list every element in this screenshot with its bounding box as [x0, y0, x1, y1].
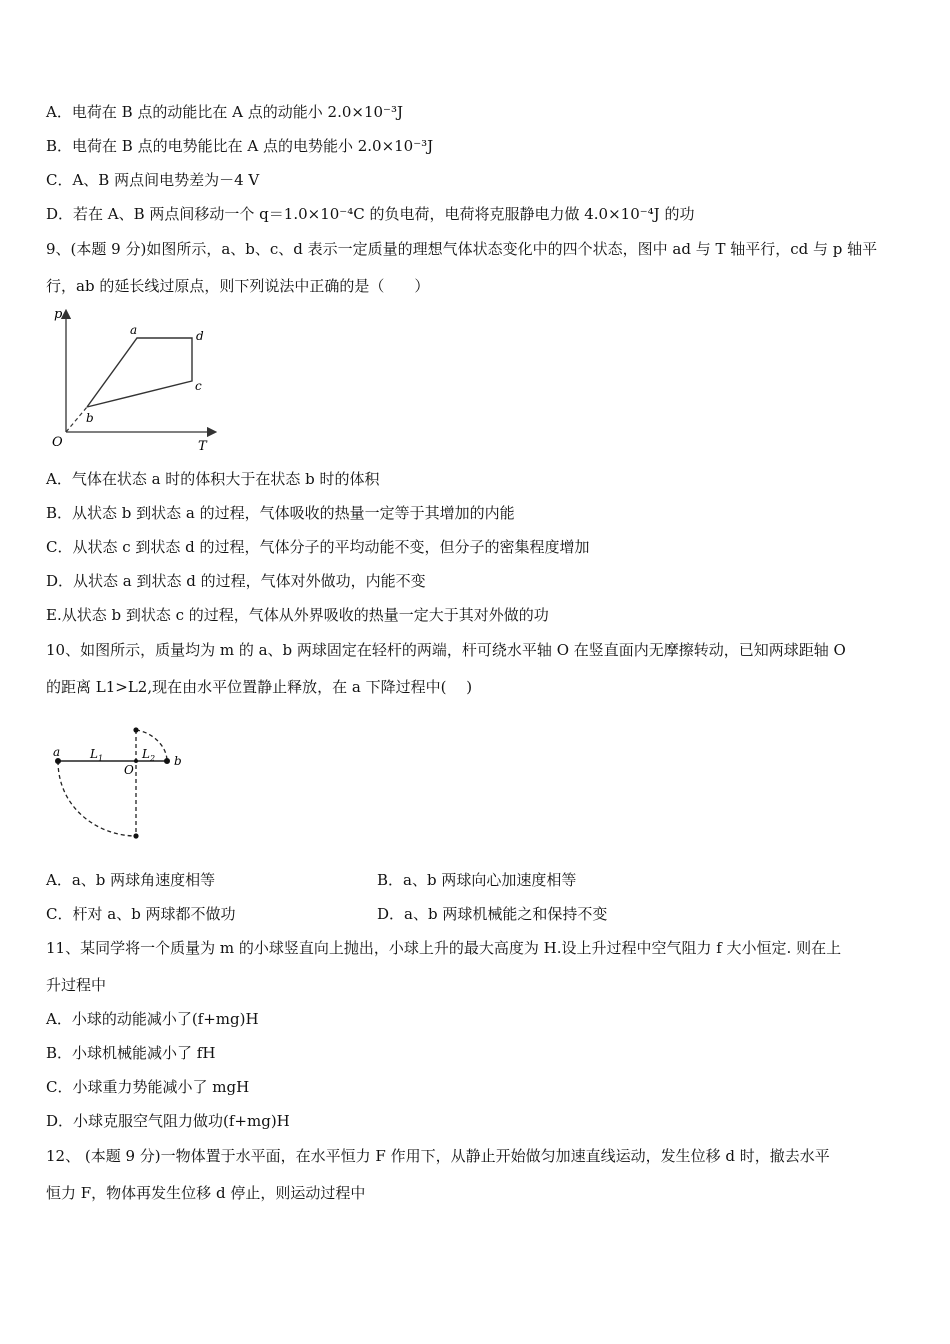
- q11-stem-line1: 11、某同学将一个质量为 m 的小球竖直向上抛出，小球上升的最大高度为 H.设上升过程中空气阻力 f 大小恒定. 则在上: [46, 939, 842, 957]
- q11-option-d: D．小球克服空气阻力做功(f+mg)H: [46, 1112, 290, 1130]
- q10-option-c: C．杆对 a、b 两球都不做功: [46, 905, 236, 923]
- label-a: a: [130, 323, 138, 337]
- label-b: b: [174, 754, 182, 768]
- label-c: c: [195, 379, 202, 393]
- q10-option-d: D．a、b 两球机械能之和保持不变: [377, 905, 608, 923]
- label-a: a: [53, 745, 61, 759]
- ball-b-top-position: [133, 727, 138, 732]
- label-b: b: [86, 411, 94, 425]
- label-d: d: [196, 329, 204, 343]
- q9-option-b: B．从状态 b 到状态 a 的过程，气体吸收的热量一定等于其增加的内能: [46, 504, 515, 522]
- q11-option-c: C．小球重力势能减小了 mgH: [46, 1078, 250, 1096]
- q10-option-a: A．a、b 两球角速度相等: [46, 871, 216, 889]
- ab-extension-line: [66, 407, 87, 432]
- q11-option-b: B．小球机械能减小了 fH: [46, 1044, 216, 1062]
- label-l1: $L_1$: [90, 747, 104, 763]
- q8-option-d: D．若在 A、B 两点间移动一个 q＝1.0×10⁻⁴C 的负电荷，电荷将克服静电力做 4.0×10⁻⁴J 的功: [46, 205, 695, 223]
- q10-option-b: B．a、b 两球向心加速度相等: [377, 871, 577, 889]
- ball-b: [164, 758, 170, 764]
- q8-option-a: A．电荷在 B 点的动能比在 A 点的动能小 2.0×10⁻³J: [46, 103, 403, 121]
- label-o: O: [124, 763, 134, 777]
- q9-option-a: A．气体在状态 a 时的体积大于在状态 b 时的体积: [46, 470, 380, 488]
- q9-stem-line2: 行，ab 的延长线过原点，则下列说法中正确的是（ ）: [46, 277, 430, 295]
- label-t: T: [198, 439, 207, 454]
- q10-stem-line2: 的距离 L1>L2,现在由水平位置静止释放，在 a 下降过程中( ): [46, 678, 473, 696]
- q8-option-b: B．电荷在 B 点的电势能比在 A 点的电势能小 2.0×10⁻³J: [46, 137, 434, 155]
- q12-stem-line2: 恒力 F，物体再发生位移 d 停止，则运动过程中: [46, 1184, 366, 1202]
- q10-stem-line1: 10、如图所示，质量均为 m 的 a、b 两球固定在轻杆的两端，杆可绕水平轴 O 在竖直面内无摩擦转动，已知两球距轴 O: [46, 641, 846, 659]
- q9-option-c: C．从状态 c 到状态 d 的过程，气体分子的平均动能不变，但分子的密集程度增加: [46, 538, 590, 556]
- q10-rod-diagram: [48, 718, 198, 848]
- q9-option-e: E.从状态 b 到状态 c 的过程，气体从外界吸收的热量一定大于其对外做的功: [46, 606, 549, 624]
- q9-pt-diagram: [44, 304, 224, 454]
- q11-option-a: A．小球的动能减小了(f+mg)H: [46, 1010, 259, 1028]
- label-l2: $L_2$: [142, 747, 156, 763]
- q8-option-c: C．A、B 两点间电势差为－4 V: [46, 171, 260, 189]
- q9-option-d: D．从状态 a 到状态 d 的过程，气体对外做功，内能不变: [46, 572, 426, 590]
- q12-stem-line1: 12、 (本题 9 分)一物体置于水平面，在水平恒力 F 作用下，从静止开始做匀加速直线运动，发生位移 d 时，撤去水平: [46, 1147, 830, 1165]
- ball-a-bottom-position: [133, 833, 138, 838]
- state-cycle-path: [87, 338, 192, 407]
- q9-stem-line1: 9、(本题 9 分)如图所示，a、b、c、d 表示一定质量的理想气体状态变化中的四个状态，图中 ad 与 T 轴平行，cd 与 p 轴平: [46, 240, 878, 258]
- q11-stem-line2: 升过程中: [46, 976, 107, 994]
- label-o: O: [52, 435, 63, 450]
- pivot-o: [134, 759, 138, 763]
- label-p: p: [54, 307, 63, 322]
